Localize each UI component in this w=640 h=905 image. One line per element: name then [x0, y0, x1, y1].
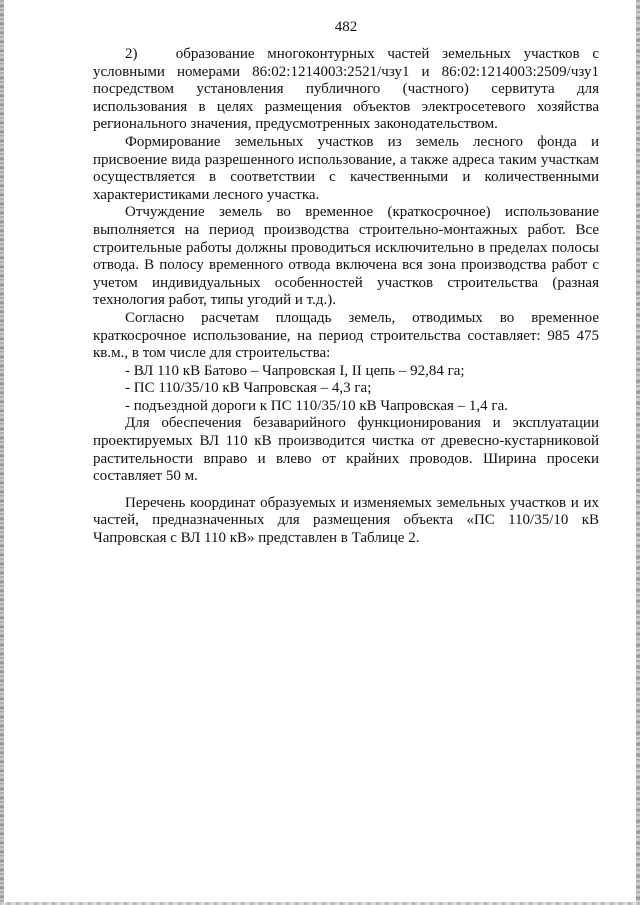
paragraph-land-formation-item-2: 2) образование многоконтурных частей земельных участков с условными номерами 86:02:1214003:2521/чзу1 и 86:02:1214003:2509/чзу1 посредством установления публичного (частного) сервитута для использования в целях размещения объектов электросетевого хозяйства регионального значения, предусмотренных законодательством.: [93, 46, 599, 133]
paragraph-forest-land-formation: Формирование земельных участков из земель лесного фонда и присвоение вида разрешенного использование, а также адреса таким участкам осуществляется в соответствии с качественными и количественными характеристиками лесного участка.: [93, 133, 599, 203]
list-item-access-road: - подъездной дороги к ПС 110/35/10 кВ Чапровская – 1,4 га.: [125, 397, 508, 414]
scan-edge-left: [0, 0, 4, 905]
paragraph-temporary-land-allocation: Отчуждение земель во временное (краткосрочное) использование выполняется на период производства строительно-монтажных работ. Все строительные работы должны проводиться исключительно в пределах полосы отвода. В полосу временного отвода включена вся зона производства работ с учетом индивидуальных особенностей участков строительства (разная технология работ, типы угодий и т.д.).: [93, 204, 599, 309]
page-number: 482: [334, 19, 358, 35]
paragraph-clearing-width: Для обеспечения безаварийного функционирования и эксплуатации проектируемых ВЛ 110 кВ производится чистка от древесно-кустарниковой растительности вправо и влево от крайних проводов. Ширина просеки составляет 50 м.: [93, 415, 599, 485]
list-item-power-line: - ВЛ 110 кВ Батово – Чапровская I, II цепь – 92,84 га;: [125, 362, 465, 379]
list-item-substation: - ПС 110/35/10 кВ Чапровская – 4,3 га;: [125, 380, 372, 397]
paragraph-coordinates-reference: Перечень координат образуемых и изменяемых земельных участков и их частей, предназначенных для размещения объекта «ПС 110/35/10 кВ Чапровская с ВЛ 110 кВ» представлен в Таблице 2.: [93, 494, 599, 547]
document-page: [93, 18, 599, 548]
scan-edge-right: [636, 0, 640, 905]
paragraph-temporary-area-calculation: Согласно расчетам площадь земель, отводимых во временное краткосрочное использование, на период строительства составляет: 985 475 кв.м., в том числе для строительства:: [93, 309, 599, 362]
